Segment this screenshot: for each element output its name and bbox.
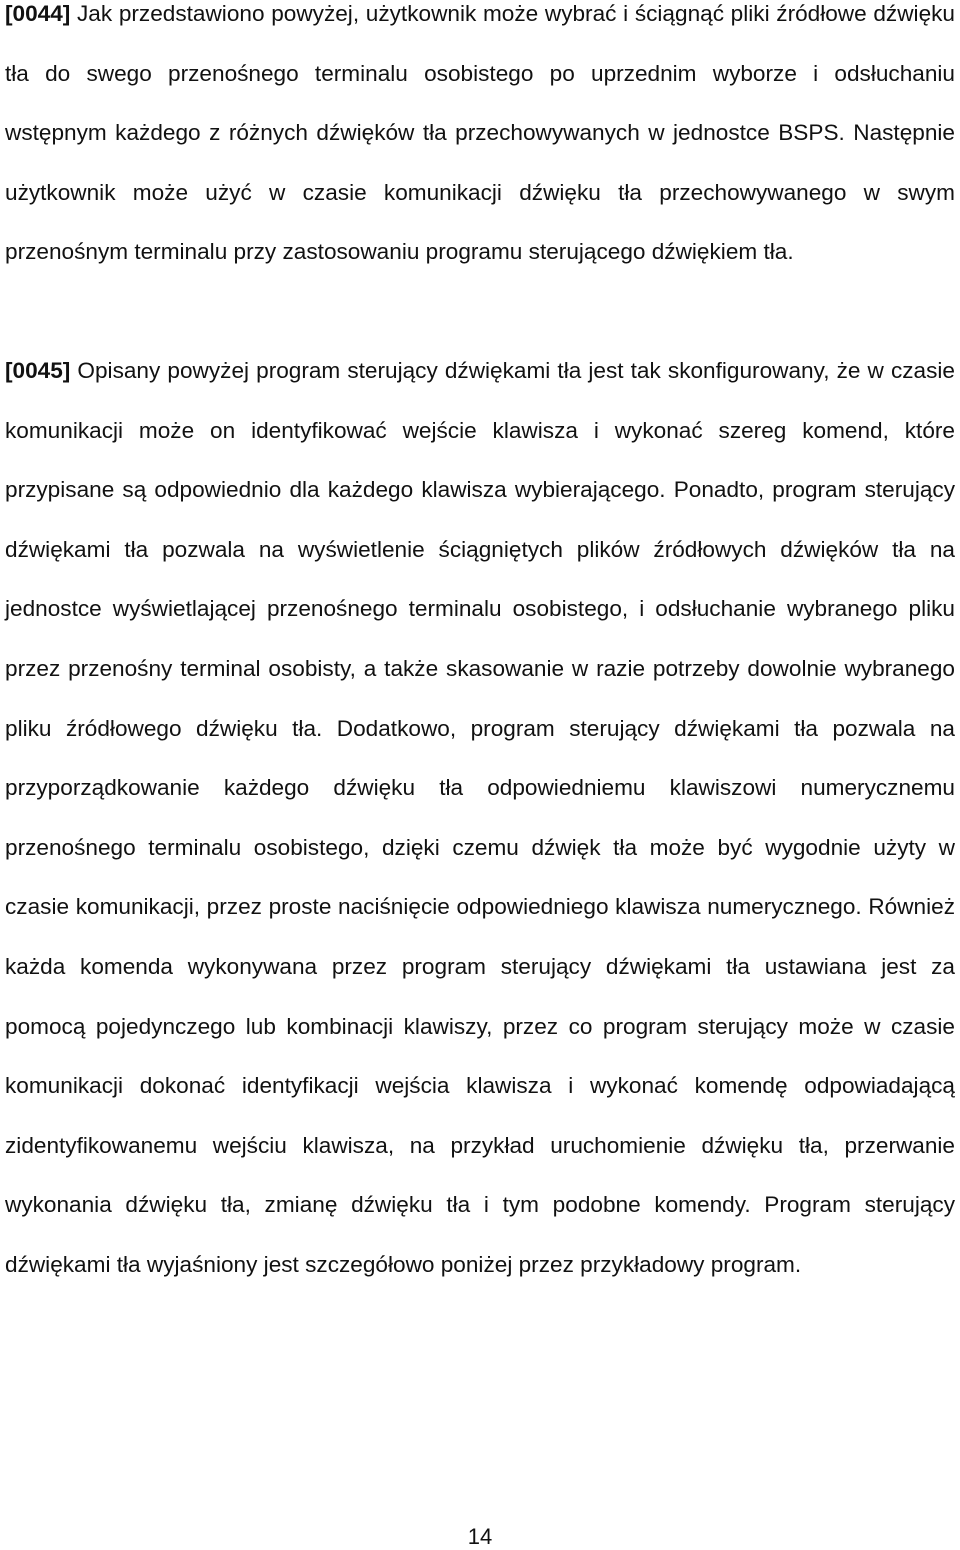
paragraph-0044 [5, 0, 955, 282]
paragraph-number: [0044] [5, 1, 71, 26]
paragraph-text: Opisany powyżej program sterujący dźwiękami tła jest tak skonfigurowany, że w czasie komunikacji może on identyfikować wejście klawisza i wykonać szereg komend, które przypisane są odpowiednio dla każdego klawisza wybierającego. Ponadto, program sterujący dźwiękami tła pozwala na wyświetlenie ściągniętych plików źródłowych dźwięków tła na jednostce wyświetlającej przenośnego terminalu osobistego, i odsłuchanie wybranego pliku przez przenośny terminal osobisty, a także skasowanie w razie potrzeby dowolnie wybranego pliku źródłowego dźwięku tła. Dodatkowo, program sterujący dźwiękami tła pozwala na przyporządkowanie każdego dźwięku tła odpowiedniemu klawiszowi numerycznemu przenośnego terminalu osobistego, dzięki czemu dźwięk tła może być wygodnie użyty w czasie komunikacji, przez proste naciśnięcie odpowiedniego klawisza numerycznego. Również każda komenda wykonywana przez program sterujący dźwiękami tła ustawiana jest za pomocą pojedynczego lub kombinacji klawiszy, przez co program sterujący może w czasie komunikacji dokonać identyfikacji wejścia klawisza i wykonać komendę odpowiadającą zidentyfikowanemu wejściu klawisza, na przykład uruchomienie dźwięku tła, przerwanie wykonania dźwięku tła, zmianę dźwięku tła i tym podobne komendy. Program sterujący dźwiękami tła wyjaśniony jest szczegółowo poniżej przez przykładowy program. [5, 358, 955, 1277]
paragraph-0045 [5, 341, 955, 1295]
paragraph-number: [0045] [5, 358, 71, 383]
page-number: 14 [467, 1524, 493, 1549]
paragraph-text: Jak przedstawiono powyżej, użytkownik może wybrać i ściągnąć pliki źródłowe dźwięku tła do swego przenośnego terminalu osobistego po uprzednim wyborze i odsłuchaniu wstępnym każdego z różnych dźwięków tła przechowywanych w jednostce BSPS. Następnie użytkownik może użyć w czasie komunikacji dźwięku tła przechowywanego w swym przenośnym terminalu przy zastosowaniu programu sterującego dźwiękiem tła. [5, 1, 955, 265]
